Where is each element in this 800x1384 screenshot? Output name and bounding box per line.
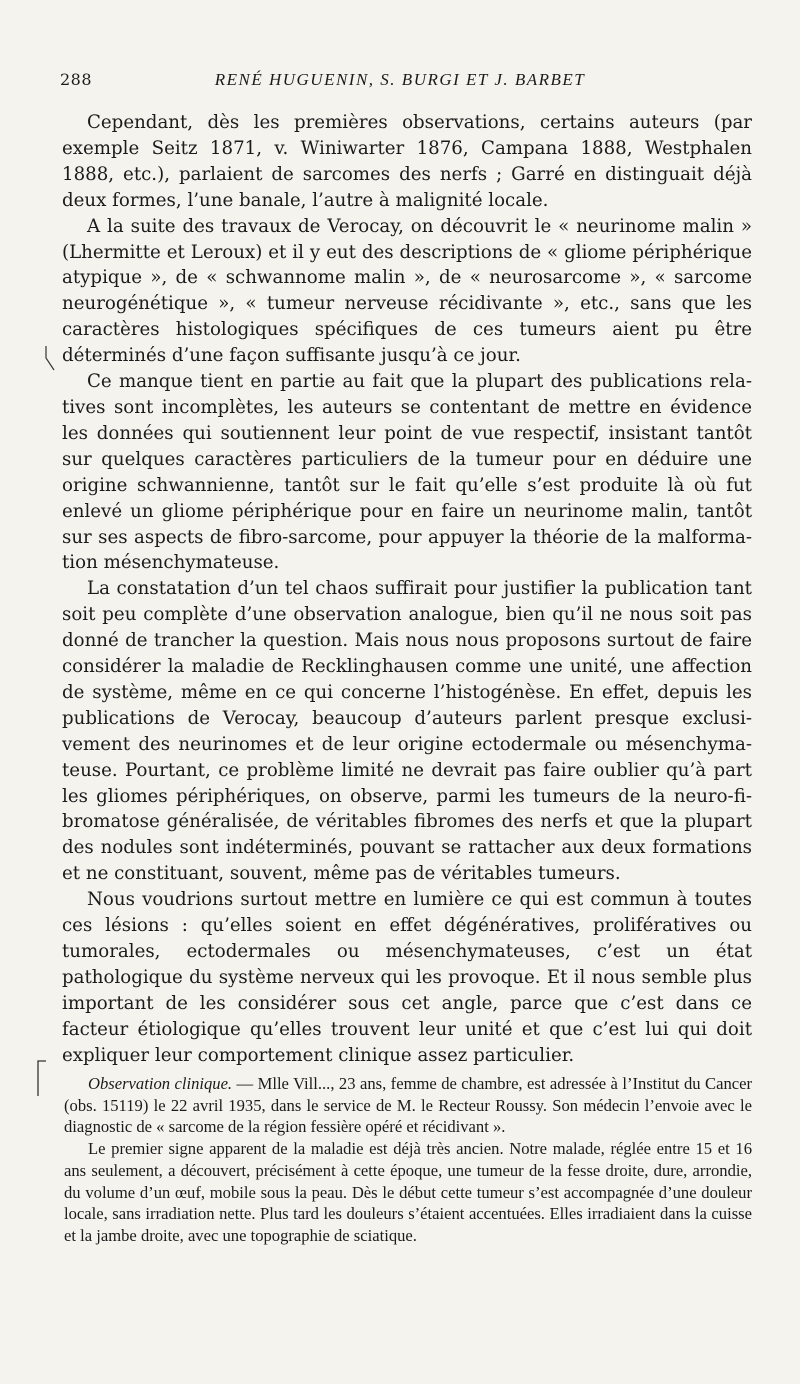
history-paragraph: Le premier signe apparent de la maladie est déjà très ancien. Notre malade, réglée entre 15 et 16 ans seulement, a découvert, précisément à cette époque, une tumeur de la fesse droite, dure, arrondie, du volume d’un œuf, mobile sous la peau. Dès le début cette tumeur s’est accompagnée d’une douleur locale, sans irradiation nette. Plus tard les douleurs s’étaient accentuées. Elles irradiaient dans la cuisse et la jambe droite, avec une topographie de sciatique. xyxy=(64,1139,752,1245)
margin-tick-mark xyxy=(42,344,56,378)
body-text xyxy=(62,110,752,1069)
page-header xyxy=(60,70,740,94)
page-number: 288 xyxy=(60,70,93,89)
paragraph: Cependant, dès les premières observations, certains auteurs (par exemple Seitz 1871, v. Winiwarter 1876, Campana 1888, Westphalen 1888, etc.), parlaient de sarcomes des nerfs ; Garré en distinguait déjà deux formes, l’une banale, l’autre à malignité locale. xyxy=(62,112,752,211)
paragraph: Nous voudrions surtout mettre en lumière ce qui est commun à toutes ces lésions : qu’elles soient en effet dégénératives, prolifératives ou tumorales, ectodermales ou mésenchymateuses, c’est un état pathologique du système nerveux qui les provoque. Et il nous semble plus important de les considérer sous cet angle, parce que c’est dans ce facteur étiologique qu’elles trouvent leur unité et que c’est lui qui doit expliquer leur comportement clinique assez particulier. xyxy=(62,889,752,1066)
observation-text: — Mlle Vill..., 23 ans, femme de chambre, est adressée à l’Institut du Cancer (obs. 15119) le 22 avril 1935, dans le service de M. le Recteur Roussy. Son médecin l’envoie avec le diagnostic de « sarcome de la région fessière opéré et récidivant ». xyxy=(64,1074,752,1137)
margin-bracket-mark xyxy=(35,1058,47,1098)
paragraph: La constatation d’un tel chaos suffirait pour justifier la publication tant soit peu complète d’une observation analogue, bien qu’il ne nous soit pas donné de trancher la question. Mais nous nous proposons surtout de faire considérer la maladie de Recklinghausen comme une unité, une affection de système, même en ce qui concerne l’histogénèse. En effet, depuis les publications de Verocay, beaucoup d’auteurs parlent presque exclusivement des neurinomes et de leur origine ectodermale ou mésenchymateuse. Pourtant, ce problème limité ne devrait pas faire oublier qu’à part les gliomes périphériques, on observe, parmi les tumeurs de la neuro-fibromatose généralisée, de véritables fibromes des nerfs et que la plupart des nodules sont indéterminés, pouvant se rattacher aux deux formations et ne constituant, souvent, même pas de véritables tumeurs. xyxy=(62,578,752,885)
case-notes xyxy=(64,1073,752,1247)
paragraph: A la suite des travaux de Verocay, on découvrit le « neurinome malin » (Lhermitte et Leroux) et il y eut des descriptions de « gliome périphérique atypique », de « schwannome malin », de « neurosarcome », « sarcome neurogénétique », « tumeur nerveuse récidivante », etc., sans que les caractères histologiques spécifiques de ces tumeurs aient pu être déterminés d’une façon suffisante jusqu’à ce jour. xyxy=(62,215,752,367)
observation-paragraph xyxy=(64,1073,752,1138)
paragraph: Ce manque tient en partie au fait que la plupart des publications relatives sont incomplètes, les auteurs se contentant de mettre en évidence les données qui soutiennent leur point de vue respectif, insistant tantôt sur quelques caractères particuliers de la tumeur pour en déduire une origine schwannienne, tantôt sur le fait qu’elle s’est produite là où fut enlevé un gliome périphérique pour en faire un neurinome malin, tantôt sur ses aspects de fibro-sarcome, pour appuyer la théorie de la malformation mésenchymateuse. xyxy=(62,371,752,574)
observation-label: Observation clinique. xyxy=(88,1074,233,1093)
running-head: RENÉ HUGUENIN, S. BURGI ET J. BARBET xyxy=(214,70,586,89)
